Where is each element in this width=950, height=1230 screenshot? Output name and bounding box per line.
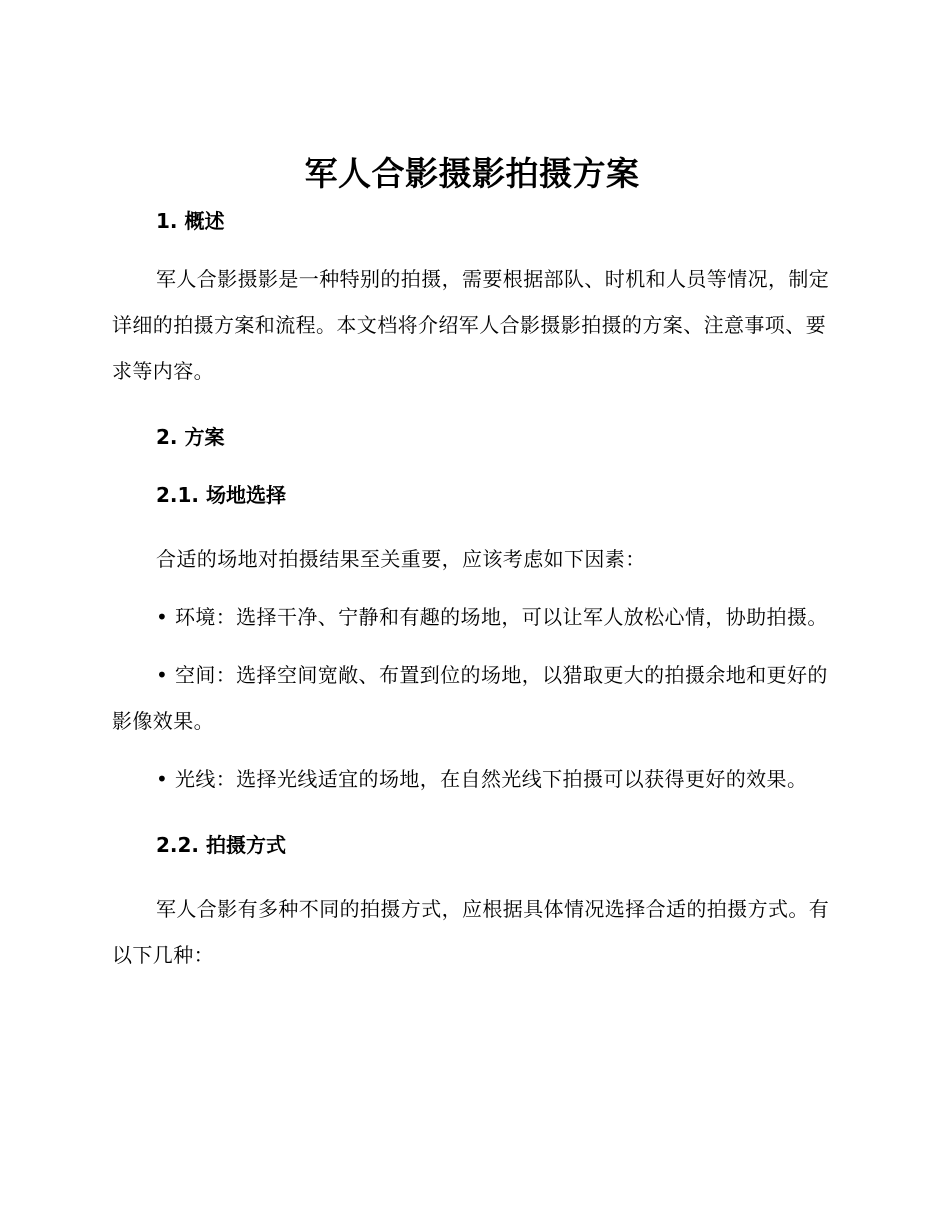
bullet-space: • 空间：选择空间宽敞、布置到位的场地，以猎取更大的拍摄余地和更好的影像效果。 (112, 663, 828, 733)
shooting-method-paragraph: 军人合影有多种不同的拍摄方式，应根据具体情况选择合适的拍摄方式。有以下几种： (112, 897, 830, 967)
document-body (112, 150, 832, 978)
venue-intro-paragraph: 合适的场地对拍摄结果至关重要，应该考虑如下因素： (156, 547, 646, 571)
section-heading-overview: 1. 概述 (156, 209, 225, 233)
section-heading-venue-selection: 2.1. 场地选择 (156, 483, 286, 507)
bullet-environment: • 环境：选择干净、宁静和有趣的场地，可以让军人放松心情，协助拍摄。 (156, 605, 828, 629)
overview-paragraph: 军人合影摄影是一种特别的拍摄，需要根据部队、时机和人员等情况，制定详细的拍摄方案和流程。本文档将介绍军人合影摄影拍摄的方案、注意事项、要求等内容。 (112, 267, 830, 383)
section-heading-plan: 2. 方案 (156, 425, 225, 449)
document-title: 军人合影摄影拍摄方案 (304, 154, 640, 193)
section-heading-shooting-method: 2.2. 拍摄方式 (156, 833, 286, 857)
bullet-lighting: • 光线：选择光线适宜的场地，在自然光线下拍摄可以获得更好的效果。 (156, 767, 808, 791)
